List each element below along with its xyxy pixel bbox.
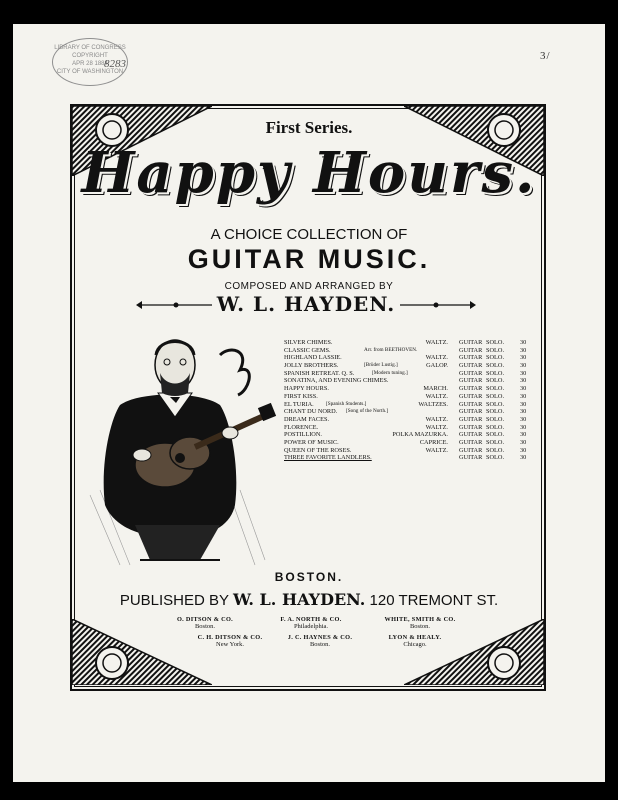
- published-by-label: PUBLISHED BY: [119, 592, 229, 609]
- song-instrument: GUITAR: [459, 454, 483, 462]
- song-price: 30: [520, 354, 527, 362]
- song-price: 30: [520, 362, 527, 370]
- agent-name: C. H. DITSON & CO.: [197, 634, 263, 641]
- song-title: POSTILLION.: [284, 431, 322, 439]
- song-note: [Song of the North.]: [346, 408, 389, 415]
- agent-name: WHITE, SMITH & CO.: [384, 616, 456, 623]
- guitarist-portrait-image: [80, 325, 280, 575]
- agent-entry: [256, 616, 366, 631]
- agent-city: Boston.: [309, 641, 331, 648]
- agent-entry: [150, 616, 260, 631]
- subtitle: A CHOICE COLLECTION OF: [210, 226, 408, 243]
- list-item: [284, 393, 536, 401]
- publisher-name: W. L. HAYDEN.: [232, 590, 366, 609]
- song-instrument: GUITAR: [459, 408, 483, 416]
- agent-city: Boston.: [194, 623, 216, 630]
- list-item: [284, 416, 536, 424]
- song-solo: SOLO.: [486, 431, 505, 439]
- flourish-right-icon: [396, 298, 476, 312]
- song-form: GALOP.: [426, 362, 448, 370]
- stamp-line-2: COPYRIGHT: [72, 53, 108, 59]
- list-item: [284, 339, 536, 347]
- song-price: 30: [520, 369, 527, 377]
- agent-name: O. DITSON & CO.: [176, 616, 234, 623]
- song-price: 30: [520, 415, 527, 423]
- song-price: 30: [520, 454, 527, 462]
- song-form: CAPRICE.: [419, 438, 448, 446]
- list-item: [284, 431, 536, 439]
- song-instrument: GUITAR: [459, 431, 483, 439]
- song-title: THREE FAVORITE LANDLERS.: [284, 454, 372, 462]
- list-item: [284, 347, 536, 355]
- agent-city: New York.: [216, 641, 244, 648]
- song-solo: SOLO.: [486, 415, 505, 423]
- agent-entry: [360, 616, 480, 631]
- song-title: FLORENCE.: [284, 423, 319, 431]
- song-list: [284, 339, 536, 462]
- song-solo: SOLO.: [486, 385, 505, 393]
- composed-by-label: COMPOSED AND ARRANGED BY: [224, 281, 394, 292]
- page-title: Happy Hours.: [81, 140, 537, 206]
- publisher-line: [0, 590, 618, 609]
- song-solo: SOLO.: [486, 408, 505, 416]
- composer-row: [136, 292, 476, 318]
- song-form: WALTZ.: [425, 354, 448, 362]
- song-solo: SOLO.: [486, 446, 505, 454]
- song-title: SONATINA, AND EVENING CHIMES.: [284, 377, 389, 385]
- song-form: WALTZES.: [418, 400, 448, 408]
- list-item: [284, 408, 536, 416]
- series-label: First Series.: [265, 118, 353, 137]
- song-price: 30: [520, 423, 527, 431]
- list-item: [284, 377, 536, 385]
- song-instrument: GUITAR: [459, 385, 483, 393]
- agent-entry: [265, 634, 375, 649]
- song-note: [Brüder Lustig.]: [364, 362, 398, 369]
- song-form: WALTZ.: [425, 415, 448, 423]
- song-title: POWER OF MUSIC.: [284, 438, 339, 446]
- agent-city: Boston.: [409, 623, 431, 630]
- song-instrument: GUITAR: [459, 392, 483, 400]
- list-item: [284, 354, 536, 362]
- song-form: POLKA MAZURKA.: [392, 431, 448, 439]
- song-form: WALTZ.: [425, 423, 448, 431]
- song-instrument: GUITAR: [459, 446, 483, 454]
- song-price: 30: [520, 438, 527, 446]
- publisher-address: 120 TREMONT ST.: [369, 592, 499, 609]
- composer-name: W. L. HAYDEN.: [216, 292, 396, 316]
- song-solo: SOLO.: [486, 392, 505, 400]
- song-price: 30: [520, 400, 527, 408]
- agent-city: Chicago.: [403, 641, 427, 648]
- song-form: MARCH.: [423, 385, 448, 393]
- song-solo: SOLO.: [486, 362, 505, 370]
- song-instrument: GUITAR: [459, 400, 483, 408]
- corner-catalog-mark: 3/: [540, 50, 551, 62]
- song-instrument: GUITAR: [459, 362, 483, 370]
- song-solo: SOLO.: [486, 377, 505, 385]
- agent-city: Philadelphia.: [293, 623, 329, 630]
- list-item: [284, 401, 536, 409]
- song-solo: SOLO.: [486, 354, 505, 362]
- song-instrument: GUITAR: [459, 339, 483, 346]
- song-title: EL TURIA.: [284, 400, 314, 408]
- song-title: CLASSIC GEMS.: [284, 346, 331, 354]
- agent-entry: [360, 634, 470, 649]
- stamp-line-1: LIBRARY OF CONGRESS: [54, 45, 126, 51]
- song-price: 30: [520, 392, 527, 400]
- song-instrument: GUITAR: [459, 369, 483, 377]
- stamp-number: 8283: [104, 58, 126, 70]
- song-title: SPANISH RETREAT. Q. S.: [284, 369, 355, 377]
- song-solo: SOLO.: [486, 400, 505, 408]
- song-price: 30: [520, 431, 527, 439]
- song-price: 30: [520, 408, 527, 416]
- stamp-line-4: CITY OF WASHINGTON: [56, 69, 124, 75]
- song-title: CHANT DU NORD.: [284, 408, 338, 416]
- song-title: HIGHLAND LASSIE.: [284, 354, 342, 362]
- song-solo: SOLO.: [486, 454, 505, 462]
- song-title: QUEEN OF THE ROSES.: [284, 446, 352, 454]
- song-instrument: GUITAR: [459, 377, 483, 385]
- list-item: [284, 362, 536, 370]
- song-title: SILVER CHIMES.: [284, 339, 333, 346]
- stamp-line-3: APR 28 1884: [72, 61, 108, 67]
- song-solo: SOLO.: [486, 346, 505, 354]
- agent-name: LYON & HEALY.: [388, 634, 442, 641]
- song-title: JOLLY BROTHERS.: [284, 362, 339, 370]
- song-note: [Spanish Students.]: [326, 400, 367, 407]
- agent-name: F. A. NORTH & CO.: [280, 616, 342, 623]
- song-solo: SOLO.: [486, 369, 505, 377]
- song-form: WALTZ.: [425, 446, 448, 454]
- song-solo: SOLO.: [486, 339, 505, 346]
- city-label: BOSTON.: [274, 570, 344, 584]
- list-item: [284, 424, 536, 432]
- collection-title: GUITAR MUSIC.: [187, 244, 431, 274]
- agent-name: J. C. HAYNES & CO.: [287, 634, 353, 641]
- song-instrument: GUITAR: [459, 354, 483, 362]
- list-item: [284, 385, 536, 393]
- song-price: 30: [520, 346, 527, 354]
- song-title: HAPPY HOURS.: [284, 385, 329, 393]
- list-item: [284, 370, 536, 378]
- song-instrument: GUITAR: [459, 423, 483, 431]
- song-title: FIRST KISS.: [284, 392, 318, 400]
- list-item: [284, 447, 536, 455]
- song-note: [Modern tuning.]: [372, 369, 408, 376]
- song-note: Arr. from BEETHOVEN.: [364, 346, 418, 353]
- song-price: 30: [520, 446, 527, 454]
- song-solo: SOLO.: [486, 423, 505, 431]
- song-form: WALTZ.: [425, 392, 448, 400]
- song-instrument: GUITAR: [459, 438, 483, 446]
- song-instrument: GUITAR: [459, 346, 483, 354]
- song-solo: SOLO.: [486, 438, 505, 446]
- list-item: [284, 439, 536, 447]
- list-item: [284, 454, 536, 462]
- song-instrument: GUITAR: [459, 415, 483, 423]
- song-title: DREAM FACES.: [284, 415, 330, 423]
- song-price: 30: [520, 377, 527, 385]
- song-price: 30: [520, 385, 527, 393]
- song-form: WALTZ.: [425, 339, 448, 346]
- song-price: 30: [520, 339, 527, 346]
